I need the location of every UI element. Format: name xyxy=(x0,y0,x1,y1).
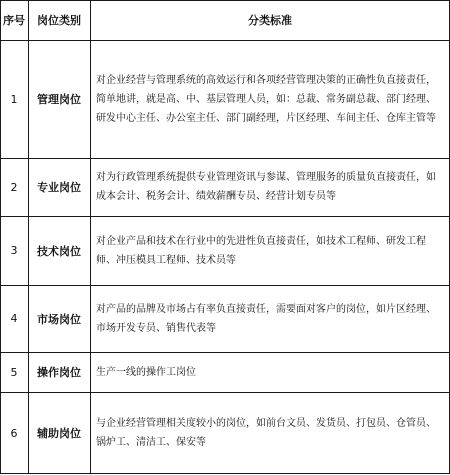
row-description xyxy=(90,352,450,392)
row-category xyxy=(28,352,90,392)
row-category xyxy=(28,158,90,216)
row-index xyxy=(0,352,28,392)
row-description xyxy=(90,392,450,474)
row-category-text: 市场岗位 xyxy=(37,312,81,326)
row-category xyxy=(28,285,90,352)
header-criteria-text: 分类标准 xyxy=(248,14,292,27)
row-description-text: 对企业产品和技术在行业中的先进性负直接责任，如技术工程师、研发工程师、冲压模具工程师、技术员等 xyxy=(96,235,426,266)
row-category xyxy=(28,40,90,158)
row-index-text: 5 xyxy=(10,365,18,379)
row-description xyxy=(90,158,450,216)
row-index-text: 6 xyxy=(10,426,18,440)
row-category-text: 专业岗位 xyxy=(37,181,81,194)
row-description xyxy=(90,216,450,285)
row-category-text: 操作岗位 xyxy=(37,366,81,379)
header-index-text: 序号 xyxy=(3,14,25,27)
row-description-text: 对企业经营与管理系统的高效运行和各项经营管理决策的正确性负直接责任，简单地讲，就是高、中、基层管理人员，如：总裁、常务副总裁、部门经理、研发中心主任、办公室主任、部门副经理，片区经理、车间主任、仓库主管等 xyxy=(96,74,436,124)
row-description xyxy=(90,285,450,352)
row-index-text: 2 xyxy=(10,180,18,194)
row-category-text: 技术岗位 xyxy=(37,244,81,258)
row-index xyxy=(0,216,28,285)
header-category-text: 岗位类别 xyxy=(37,14,81,27)
row-index-text: 3 xyxy=(10,244,18,257)
row-index-text: 4 xyxy=(10,312,18,325)
row-category-text: 管理岗位 xyxy=(37,93,81,106)
row-category xyxy=(28,216,90,285)
row-index xyxy=(0,40,28,158)
row-category-text: 辅助岗位 xyxy=(37,427,81,440)
row-index xyxy=(0,285,28,352)
row-category xyxy=(28,392,90,474)
row-description-text: 对产品的品牌及市场占有率负直接责任，需要面对客户的岗位，如片区经理、市场开发专员、销售代表等 xyxy=(96,303,436,334)
row-index xyxy=(0,392,28,474)
row-description-text: 对为行政管理系统提供专业管理资讯与参谋、管理服务的质量负直接责任，如成本会计、税务会计、绩效薪酬专员、经营计划专员等 xyxy=(96,172,436,202)
row-description xyxy=(90,40,450,158)
header-criteria xyxy=(90,0,450,40)
row-index-text: 1 xyxy=(10,92,18,106)
header-category xyxy=(28,0,90,40)
row-index xyxy=(0,158,28,216)
header-index xyxy=(0,0,28,40)
row-description-text: 与企业经营管理相关度较小的岗位，如前台文员、发货员、打包员、仓管员、锅炉工、清洁工、保安等 xyxy=(96,418,436,448)
row-description-text: 生产一线的操作工岗位 xyxy=(96,366,196,378)
